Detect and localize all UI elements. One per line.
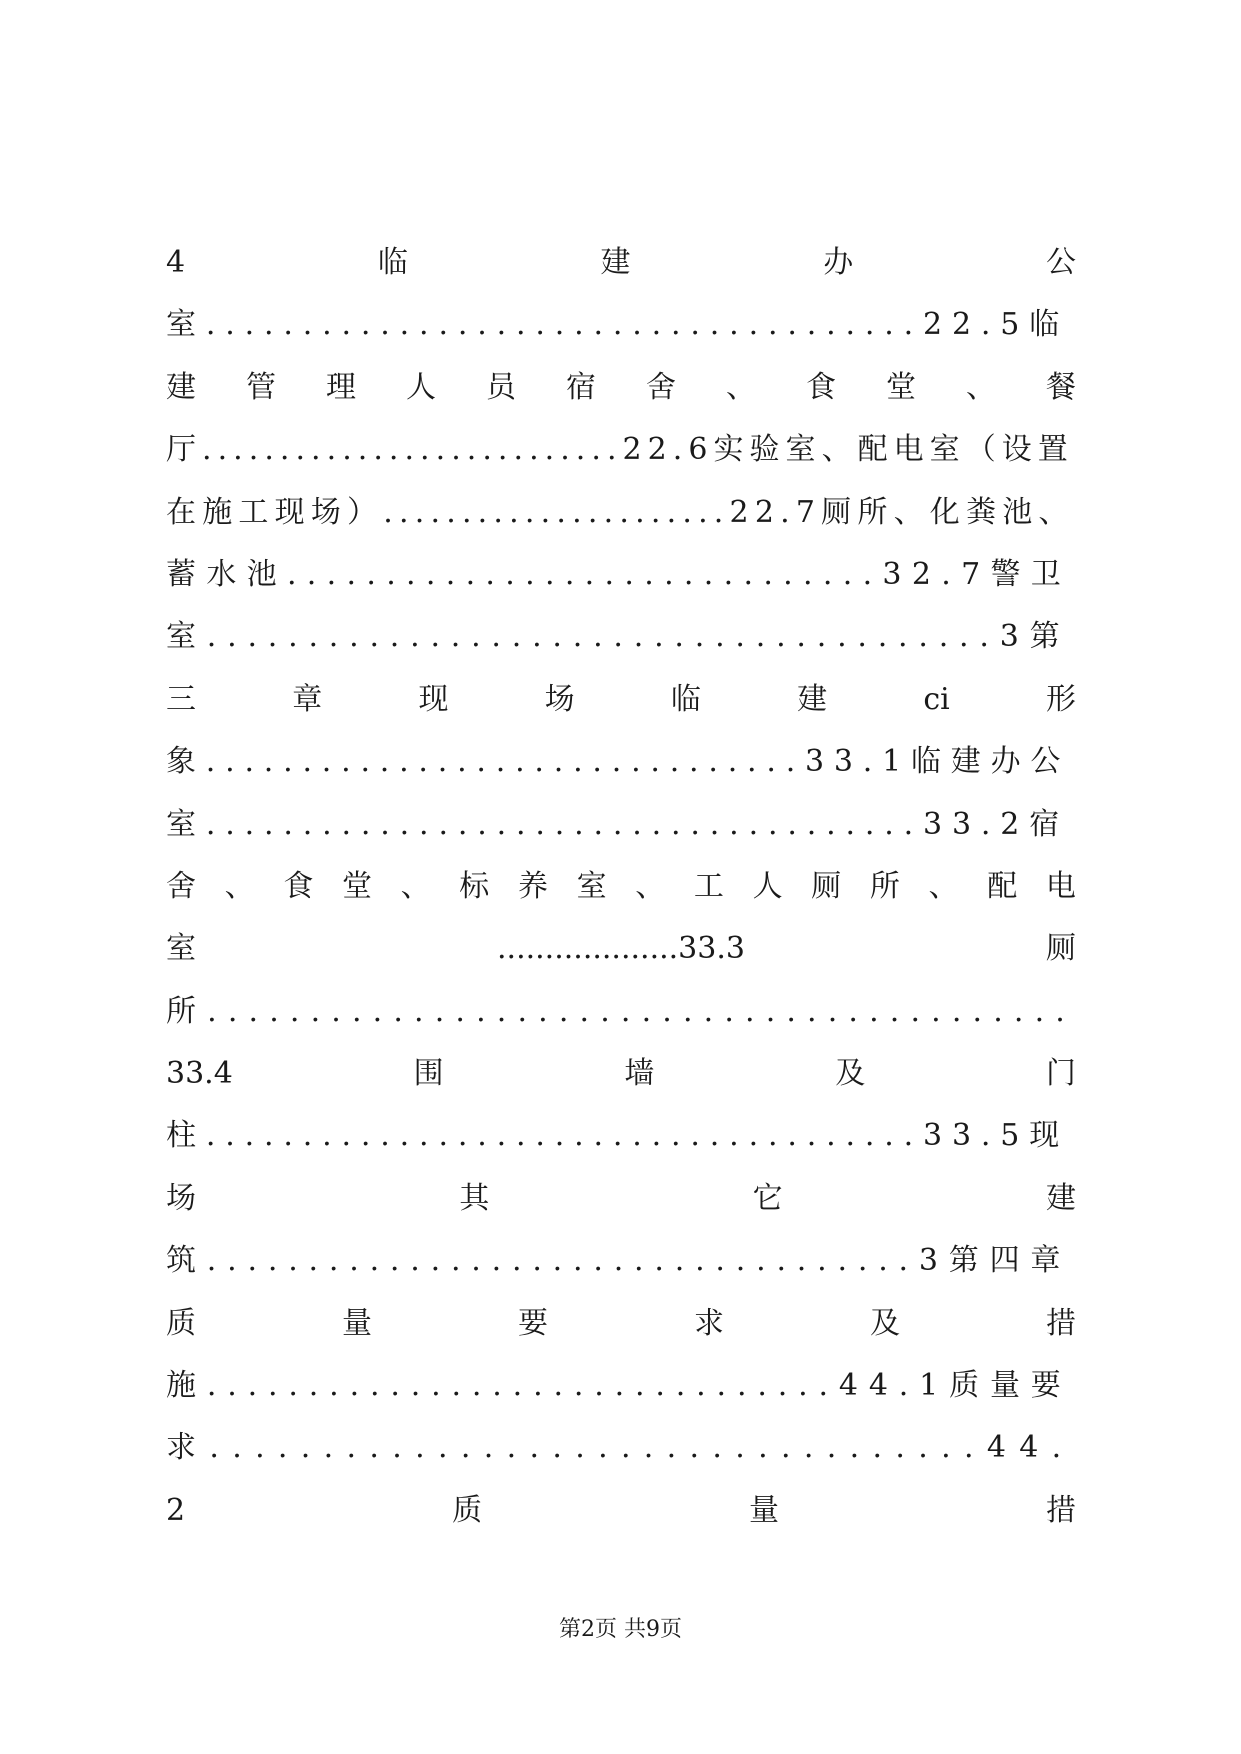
toc-text: 措 — [1046, 1305, 1076, 1341]
toc-text: 配 — [987, 868, 1018, 904]
toc-text: 、 — [635, 868, 666, 904]
toc-line — [166, 1168, 1076, 1230]
toc-text: 厕 — [1045, 931, 1076, 967]
toc-text: 管 — [246, 369, 276, 405]
toc-text: 室.......................................3第 — [166, 619, 1071, 655]
toc-text: 所.......................................... — [166, 993, 1076, 1029]
toc-text: 人 — [752, 868, 783, 904]
toc-text: 33.4 — [166, 1056, 233, 1092]
toc-line — [166, 1417, 1076, 1479]
toc-text: 人 — [406, 369, 436, 405]
toc-text: 要 — [518, 1305, 548, 1341]
toc-text: 室.....................................22.5临 — [166, 307, 1070, 343]
toc-line — [166, 856, 1076, 918]
toc-text: 电 — [1045, 868, 1076, 904]
toc-line — [166, 232, 1076, 294]
toc-line — [166, 1230, 1076, 1292]
toc-line — [166, 1043, 1076, 1105]
toc-text: 围 — [413, 1056, 444, 1092]
toc-text: 门 — [1045, 1056, 1076, 1092]
toc-text: 公 — [1045, 245, 1076, 280]
toc-text: 量 — [342, 1305, 372, 1341]
toc-text: ci — [923, 681, 950, 717]
toc-line — [166, 294, 1076, 356]
toc-line — [166, 606, 1076, 668]
toc-text: 建 — [1045, 1180, 1076, 1216]
toc-line — [166, 1355, 1076, 1417]
toc-line — [166, 1480, 1076, 1542]
toc-line — [166, 357, 1076, 419]
toc-text: 室.....................................33.2宿 — [166, 806, 1070, 842]
toc-text: 4 — [166, 245, 186, 280]
toc-text: 建 — [797, 681, 828, 717]
toc-text: 理 — [326, 369, 356, 405]
toc-text: 员 — [486, 369, 516, 405]
toc-text: 办 — [823, 245, 854, 280]
toc-text: 求 — [694, 1305, 724, 1341]
toc-text: 量 — [749, 1492, 780, 1528]
toc-line — [166, 918, 1076, 980]
toc-text: 舍 — [166, 868, 196, 904]
toc-text: 养 — [517, 868, 548, 904]
toc-text: 临 — [670, 681, 701, 717]
toc-text: 建 — [166, 369, 196, 405]
toc-text: 餐 — [1046, 369, 1076, 405]
toc-text: 、 — [928, 868, 959, 904]
toc-text: 堂 — [886, 369, 916, 405]
toc-text: 食 — [806, 369, 836, 405]
toc-text: 筑...................................3第四章 — [166, 1243, 1072, 1279]
toc-text: 在施工现场）......................22.7厕所、化粪池、 — [166, 494, 1075, 530]
toc-text: 象...............................33.1临建办公 — [166, 744, 1071, 780]
toc-text: 室 — [576, 868, 607, 904]
toc-text: 、 — [726, 369, 756, 405]
toc-text: 现 — [418, 681, 449, 717]
toc-text: 三 — [166, 681, 196, 717]
toc-line — [166, 1293, 1076, 1355]
toc-text: 形 — [1045, 681, 1076, 717]
toc-text: 宿 — [566, 369, 596, 405]
toc-text: 质 — [452, 1492, 483, 1528]
toc-text: 它 — [752, 1180, 783, 1216]
toc-text: 及 — [870, 1305, 900, 1341]
toc-text: 求..................................44. — [166, 1430, 1075, 1466]
toc-text: 临 — [377, 245, 408, 280]
toc-text: 2 — [166, 1492, 186, 1528]
toc-text: 及 — [835, 1056, 866, 1092]
toc-text: 柱.....................................33.5现 — [166, 1118, 1070, 1154]
toc-text: 施...............................44.1质量要 — [166, 1368, 1072, 1404]
table-of-contents — [166, 232, 1076, 1542]
toc-line — [166, 419, 1076, 481]
toc-line — [166, 731, 1076, 793]
toc-text: 墙 — [624, 1056, 655, 1092]
toc-text: 、 — [966, 369, 996, 405]
page-footer: 第2页 共9页 — [559, 1617, 682, 1642]
toc-text: 质 — [166, 1305, 196, 1341]
toc-text: 堂 — [341, 868, 372, 904]
toc-text: 厅...........................22.6实验室、配电室（设置 — [166, 432, 1074, 468]
toc-line — [166, 981, 1076, 1043]
toc-text: 厕 — [811, 868, 842, 904]
toc-text: 其 — [459, 1180, 490, 1216]
toc-text: 食 — [283, 868, 314, 904]
toc-line — [166, 482, 1076, 544]
toc-text: 场 — [166, 1180, 196, 1216]
toc-text: 所 — [869, 868, 900, 904]
toc-text: 、 — [400, 868, 431, 904]
toc-text: ...................33.3 — [497, 931, 745, 967]
toc-text: 建 — [600, 245, 631, 280]
toc-text: 工 — [693, 868, 724, 904]
toc-text: 章 — [292, 681, 323, 717]
toc-text: 室 — [166, 931, 196, 967]
toc-text: 措 — [1046, 1492, 1076, 1528]
toc-text: 舍 — [646, 369, 676, 405]
toc-line — [166, 544, 1076, 606]
toc-line — [166, 669, 1076, 731]
toc-line — [166, 1105, 1076, 1167]
toc-text: 、 — [224, 868, 255, 904]
toc-text: 蓄水池..............................32.7警卫 — [166, 556, 1072, 592]
toc-line — [166, 794, 1076, 856]
toc-text: 场 — [544, 681, 575, 717]
toc-text: 标 — [459, 868, 490, 904]
